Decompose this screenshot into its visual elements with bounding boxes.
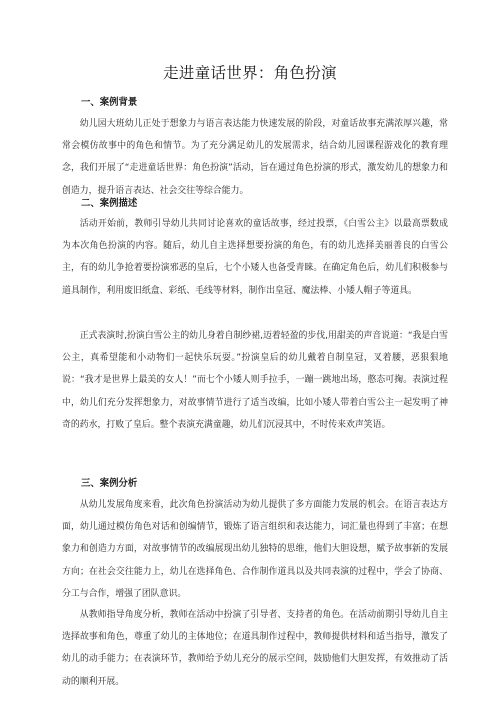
section-heading-analysis: 三、案例分析 [81, 478, 138, 489]
document-title: 走进童话世界：角色扮演 [163, 64, 337, 82]
paragraph-analysis-2: 从教师指导角度分析，教师在活动中扮演了引导者、支持者的角色。在活动前期引导幼儿自主选择故事和角色，尊重了幼儿的主体地位；在道具制作过程中，教师提供材料和适当指导，激发了幼儿的动手能力；在表演环节，教师给予幼儿充分的展示空间，鼓励他们大胆发挥，有效推动了活动的顺利开展。 [62, 610, 448, 687]
paragraph-background: 幼儿园大班幼儿正处于想象力与语言表达能力快速发展的阶段，对童话故事充满浓厚兴趣，常常会模仿故事中的角色和情节。为了充分满足幼儿的发展需求，结合幼儿园课程游戏化的教育理念，我们开展了“走进童话世界：角色扮演”活动，旨在通过角色扮演的形式，激发幼儿的想象力和创造力，提升语言表达、社会交往等综合能力。 [62, 119, 448, 196]
section-heading-description: 二、案例描述 [81, 198, 138, 209]
paragraph-description-1: 活动开始前，教师引导幼儿共同讨论喜欢的童话故事，经过投票，《白雪公主》以最高票数成为本次角色扮演的内容。随后，幼儿自主选择想要扮演的角色，有的幼儿选择美丽善良的白雪公主，有的幼儿争抢着要扮演邪恶的皇后，七个小矮人也备受青睐。在确定角色后，幼儿们积极参与道具制作，利用废旧纸盒、彩纸、毛线等材料，制作出皇冠、魔法棒、小矮人帽子等道具。 [62, 219, 448, 296]
paragraph-description-2: 正式表演时,扮演白雪公主的幼儿身着自制纱裙,迈着轻盈的步伐,用甜美的声音说道：“我是白雪公主，真希望能和小动物们一起快乐玩耍。”扮演皇后的幼儿戴着自制皇冠，叉着腰，恶狠狠地说：“我才是世界上最美的女人！”而七个小矮人则手拉手，一蹦一跳地出场，憨态可掬。表演过程中，幼儿们充分发挥想象力，对故事情节进行了适当改编，比如小矮人带着白雪公主一起发明了神奇的药水，打败了皇后。整个表演充满童趣，幼儿们沉浸其中，不时传来欢声笑语。 [62, 331, 448, 430]
paragraph-analysis-1: 从幼儿发展角度来看，此次角色扮演活动为幼儿提供了多方面能力发展的机会。在语言表达方面，幼儿通过模仿角色对话和创编情节，锻炼了语言组织和表达能力，词汇量也得到了丰富；在想象力和创造力方面，对故事情节的改编展现出幼儿独特的思维，他们大胆设想，赋予故事新的发展方向；在社会交往能力上，幼儿在选择角色、合作制作道具以及共同表演的过程中，学会了协商、分工与合作，增强了团队意识。 [62, 500, 448, 599]
section-heading-background: 一、案例背景 [81, 97, 138, 108]
